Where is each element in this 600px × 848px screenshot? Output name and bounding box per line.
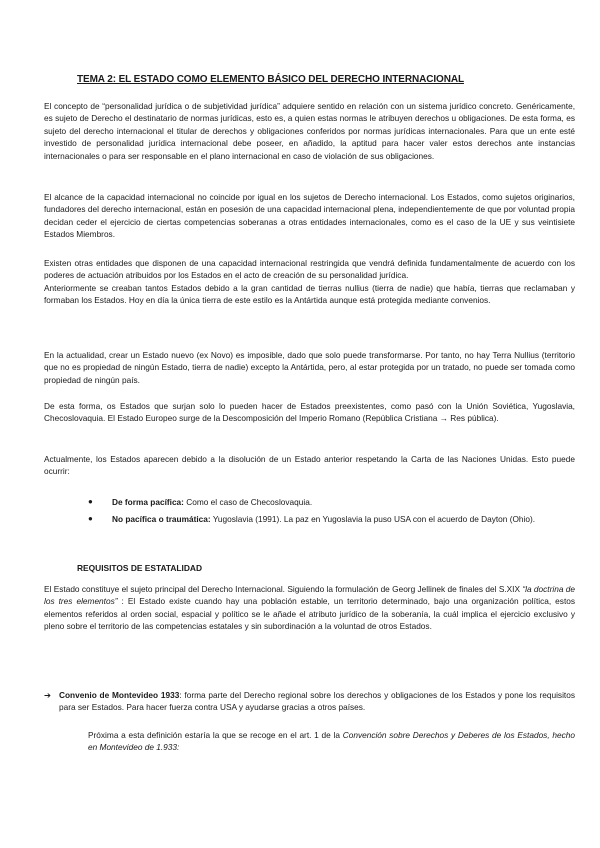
paragraph-estado-sujeto-principal bbox=[44, 583, 575, 633]
paragraph-capacidad-restringida: Existen otras entidades que disponen de una capacidad internacional restringida que vendrá definida fundamentalmente de acuerdo con los poderes de actuación atribuidos por los Estados en el acto de creación de su personalidad jurídica. bbox=[44, 258, 575, 281]
paragraph-personalidad-juridica: El concepto de “personalidad jurídica o de subjetividad jurídica” adquiere sentido en relación con un sistema jurídico concreto. Genéricamente, es sujeto de Derecho el destinatario de normas jurídicas, esto es, a quien estas normas le atribuyen derechos u obligaciones. De esta forma, es sujeto del derecho internacional el titular de derechos y obligaciones conferidos por normas jurídicas internacionales. Para que un ente esté investido de personalidad jurídica internacional debe poseer, en añadido, la aptitud para hacer valer estos derechos ante instancias internacionales o para ser responsable en el plano internacional en caso de violación de sus obligaciones. bbox=[44, 101, 575, 161]
bullet-label: No pacífica o traumática: bbox=[112, 514, 211, 525]
jellinek-text: El Estado constituye el sujeto principal del Derecho Internacional. Siguiendo la formulación de Georg Jellinek de finales del S.XIX bbox=[44, 584, 523, 594]
definicion-text: Próxima a esta definición estaría la que se recoge en el art. 1 de la bbox=[88, 730, 343, 740]
bullet-text: Como el caso de Checoslovaquia. bbox=[183, 497, 313, 507]
bullet-icon: ● bbox=[88, 514, 93, 524]
montevideo-item bbox=[44, 689, 575, 714]
paragraph-otras-entidades bbox=[44, 257, 575, 307]
paragraph-tierras-nullius: Anteriormente se creaban tantos Estados debido a la gran cantidad de tierras nullius (tierra de nadie) que había, tierras que reclamaban y formaban los Estados. Hoy en día la única tierra de este estilo es la Antártida aunque está protegida mediante convenios. bbox=[44, 282, 575, 306]
soberania-text: : El Estado existe cuando hay una población estable, un territorio determinado, bajo una organización política, estos elementos referidos al orden social, espacial y político se le añade el atributo jurídico de la soberanía, la cuál implica el ejercicio exclusivo y pleno sobre el territorio de las competencias estatales y sin subordinación a la voluntad de otros Estados. bbox=[44, 596, 576, 632]
montevideo-label: Convenio de Montevideo 1933 bbox=[59, 690, 180, 700]
list-item bbox=[88, 496, 538, 508]
paragraph-capacidad-internacional: El alcance de la capacidad internacional no coincide por igual en los sujetos de Derecho internacional. Los Estados, como sujetos originarios, fundadores del derecho internacional, están en posesión de una capacidad internacional plena, independientemente de que por voluntad propia decidan ceder el ejercicio de ciertas competencias soberanas a otras entidades internacionales, como es el caso de la UE y sus veintisiete Estados Miembros. bbox=[44, 192, 575, 240]
paragraph-disolucion: Actualmente, los Estados aparecen debido a la disolución de un Estado anterior respetando la Carta de las Naciones Unidas. Esto puede ocurrir: bbox=[44, 454, 575, 477]
bullet-icon: ● bbox=[88, 497, 93, 506]
list-item bbox=[88, 513, 538, 525]
paragraph-definicion-convencion bbox=[88, 729, 575, 754]
tres-elementos-quote: “la doctrina de los tres elementos” bbox=[44, 584, 576, 607]
section-heading: REQUISITOS DE ESTATALIDAD bbox=[77, 563, 203, 573]
document-title: TEMA 2: EL ESTADO COMO ELEMENTO BÁSICO DEL DERECHO INTERNACIONAL bbox=[77, 74, 464, 85]
bullet-text: Yugoslavia (1991). La paz en Yugoslavia la puso USA con el acuerdo de Dayton (Ohio). bbox=[210, 514, 536, 525]
paragraph-estados-preexistentes: De esta forma, os Estados que surjan solo lo pueden hacer de Estados preexistentes, como pasó con la Unión Soviética, Yugoslavia, Checoslovaquia. El Estado Europeo surge de la Descomposición del Imperio Romano (República Cristiana → Res pública). bbox=[44, 401, 575, 424]
convencion-title: Convención sobre Derechos y Deberes de los Estados, hecho en Montevideo de 1.933: bbox=[88, 730, 575, 753]
bullet-list bbox=[88, 496, 538, 531]
montevideo-text: : forma parte del Derecho regional sobre los derechos y obligaciones de los Estados y pone los requisitos para ser Estados. Para hacer fuerza contra USA y ayudarse gracias a otros países. bbox=[59, 690, 575, 713]
arrow-right-icon: ➔ bbox=[44, 690, 51, 700]
bullet-label: De forma pacífica: bbox=[112, 497, 184, 507]
paragraph-estado-nuevo: En la actualidad, crear un Estado nuevo (ex Novo) es imposible, dado que solo puede transformarse. Por tanto, no hay Terra Nullius (territorio que no es propiedad de ningún Estado, tierra de nadie) excepto la Antártida, pero, al estar protegida por un tratado, no puede ser tomada como propiedad de ningún país. bbox=[44, 350, 575, 385]
